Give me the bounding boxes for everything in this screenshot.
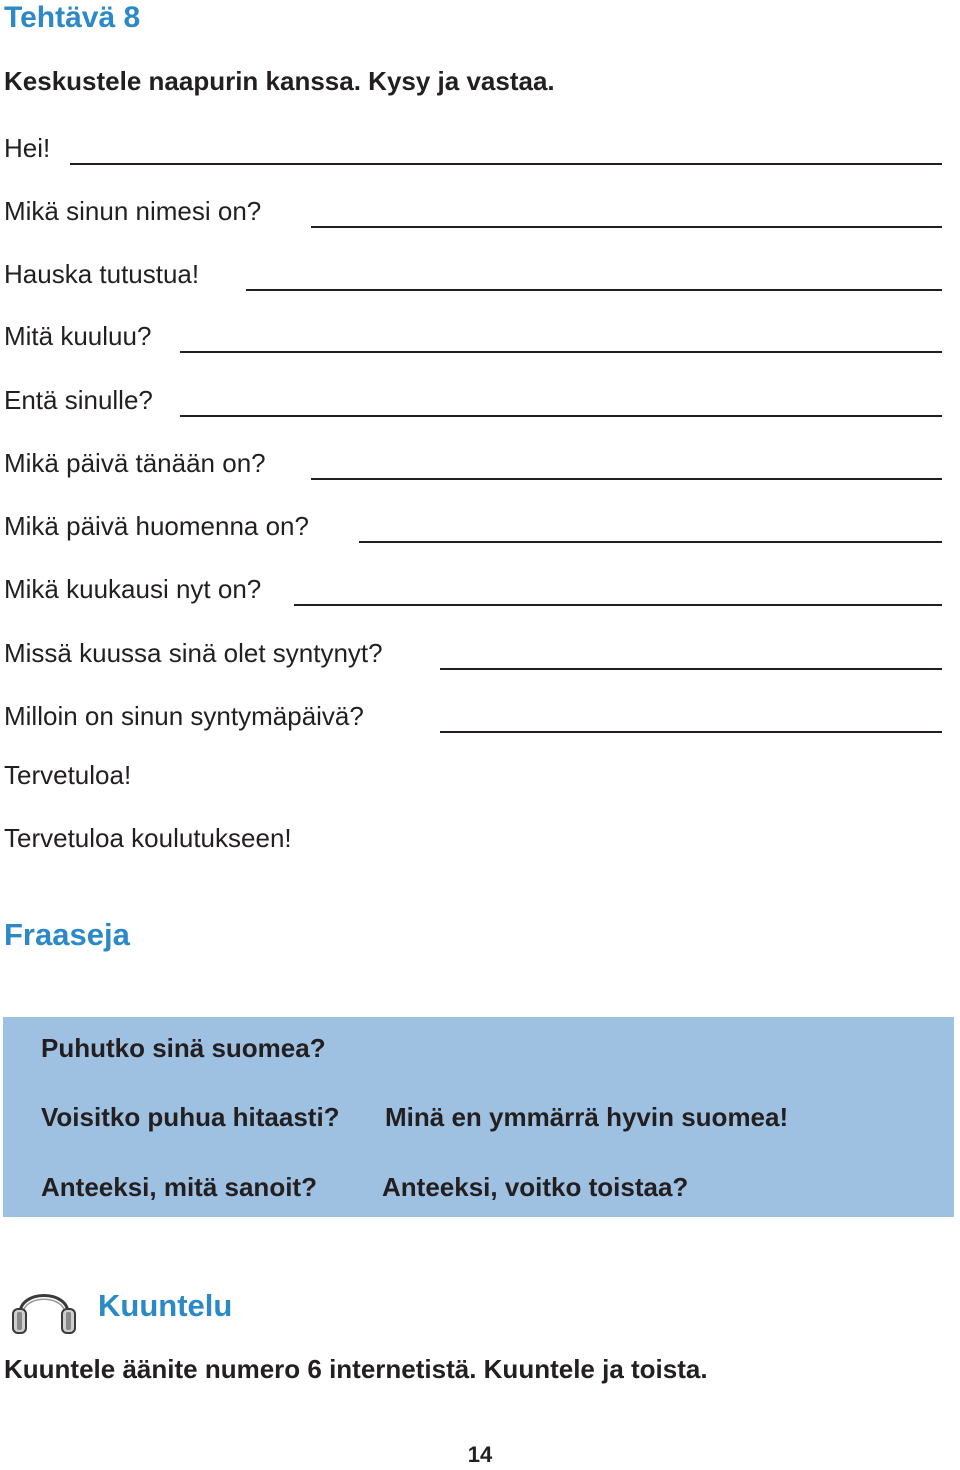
question-text: Mitä kuuluu? <box>4 321 152 351</box>
closing-text: Tervetuloa! <box>4 760 132 790</box>
question-row <box>4 251 942 291</box>
phrase-item: Voisitko puhua hitaasti? <box>41 1102 340 1132</box>
question-row <box>4 566 942 606</box>
answer-line[interactable] <box>246 289 942 291</box>
answer-line[interactable] <box>440 668 942 670</box>
phrase-item: Anteeksi, voitko toistaa? <box>382 1172 689 1202</box>
listening-instruction: Kuuntele äänite numero 6 internetistä. Kuuntele ja toista. <box>4 1354 708 1384</box>
listening-heading: Kuuntelu <box>98 1288 233 1323</box>
phrases-heading: Fraaseja <box>4 917 130 952</box>
answer-line[interactable] <box>311 478 942 480</box>
question-row <box>4 377 942 417</box>
question-text: Hei! <box>4 133 51 163</box>
phrase-item: Puhutko sinä suomea? <box>41 1033 326 1063</box>
question-text: Missä kuussa sinä olet syntynyt? <box>4 638 383 668</box>
question-text: Entä sinulle? <box>4 385 153 415</box>
answer-line[interactable] <box>311 226 942 228</box>
answer-line[interactable] <box>70 163 942 165</box>
answer-line[interactable] <box>440 731 942 733</box>
headphones-icon <box>10 1275 78 1337</box>
answer-line[interactable] <box>180 415 942 417</box>
exercise-title: Tehtävä 8 <box>4 1 141 34</box>
question-row <box>4 188 942 228</box>
question-row <box>4 503 942 543</box>
question-text: Mikä kuukausi nyt on? <box>4 574 262 604</box>
question-row <box>4 693 942 733</box>
phrase-item: Anteeksi, mitä sanoit? <box>41 1172 317 1202</box>
page-number: 14 <box>467 1442 493 1467</box>
question-text: Hauska tutustua! <box>4 259 200 289</box>
answer-line[interactable] <box>294 604 942 606</box>
phrases-box <box>3 1017 954 1217</box>
answer-line[interactable] <box>180 351 942 353</box>
question-text: Milloin on sinun syntymäpäivä? <box>4 701 364 731</box>
exercise-instruction: Keskustele naapurin kanssa. Kysy ja vastaa. <box>4 66 555 96</box>
question-text: Mikä sinun nimesi on? <box>4 196 262 226</box>
closing-text: Tervetuloa koulutukseen! <box>4 823 292 853</box>
question-row <box>4 313 942 353</box>
question-row <box>4 630 942 670</box>
question-text: Mikä päivä tänään on? <box>4 448 266 478</box>
question-text: Mikä päivä huomenna on? <box>4 511 309 541</box>
answer-line[interactable] <box>359 541 942 543</box>
phrase-item: Minä en ymmärrä hyvin suomea! <box>385 1102 789 1132</box>
question-row <box>4 125 942 165</box>
question-row <box>4 440 942 480</box>
